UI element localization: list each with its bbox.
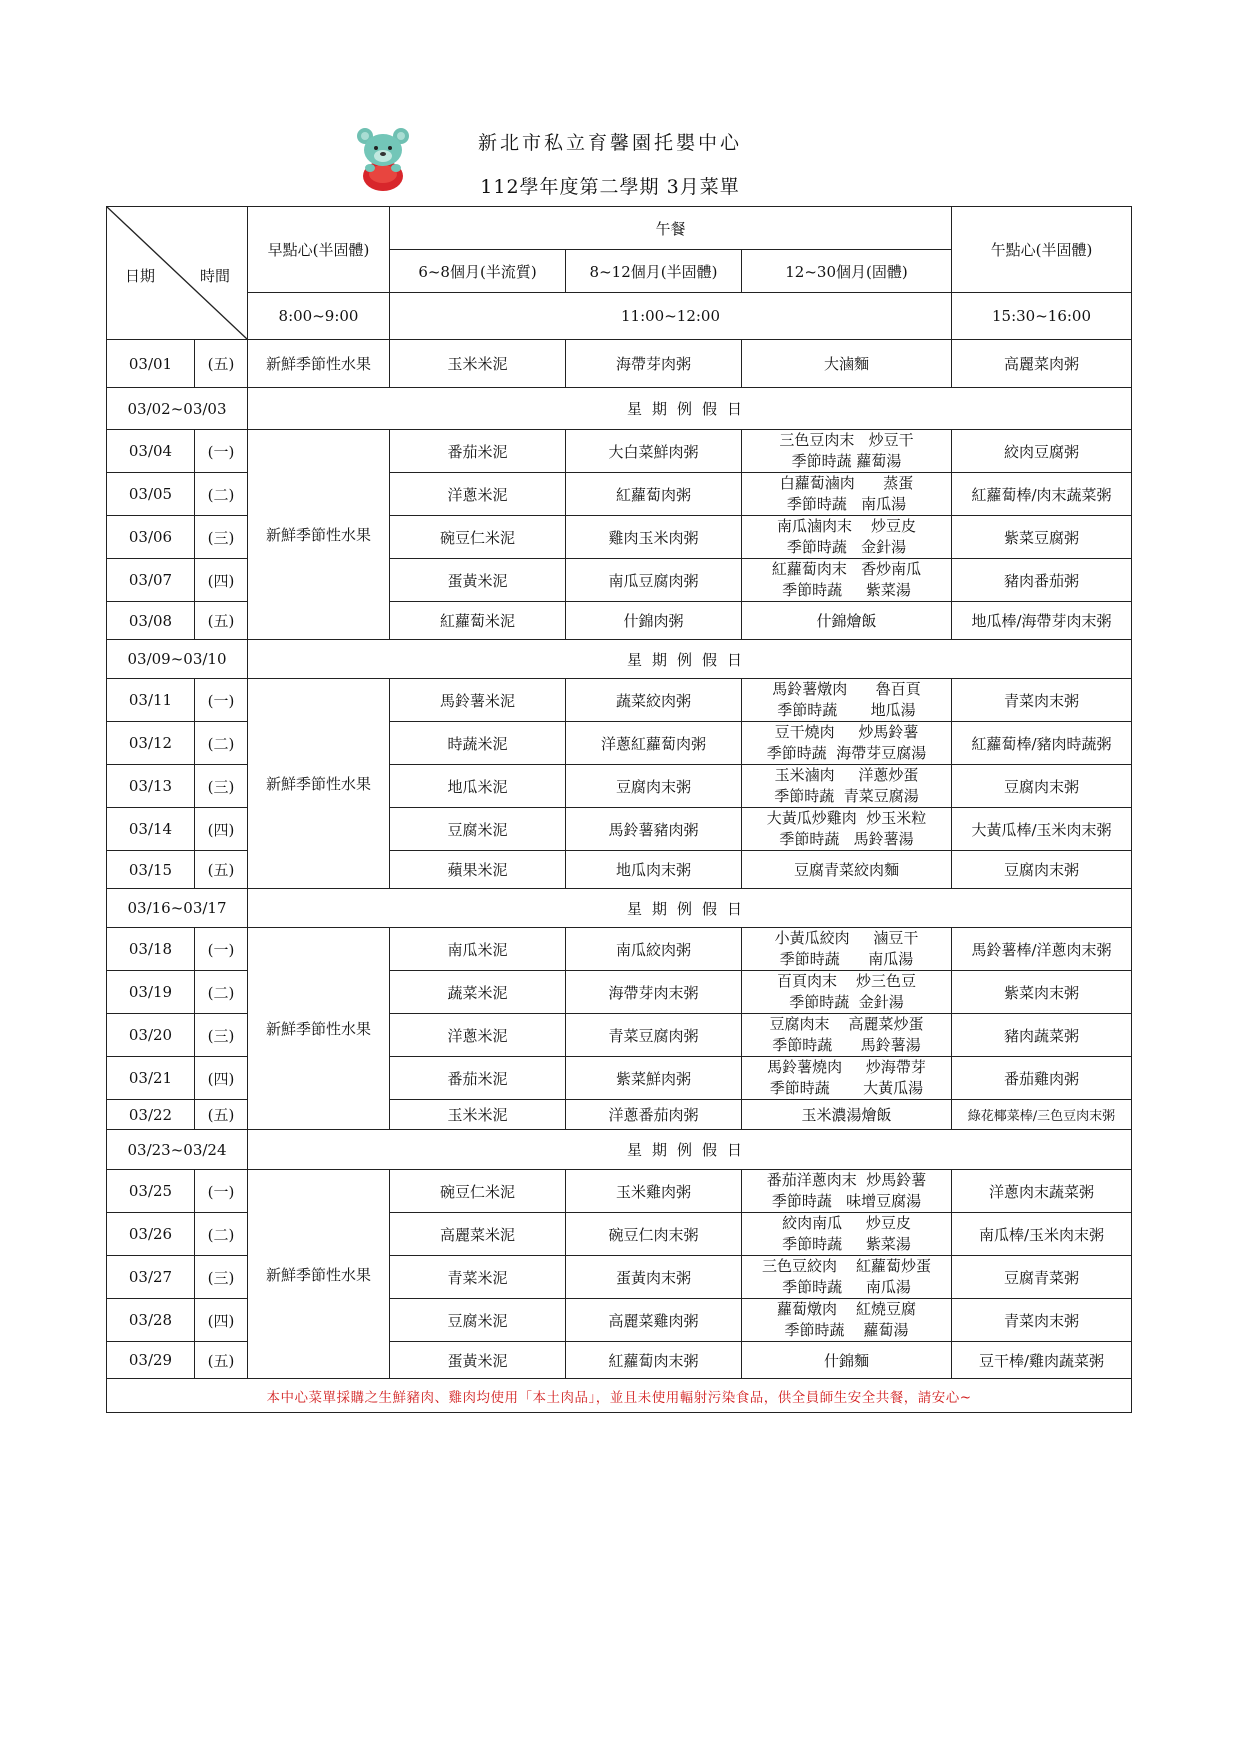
lunch-12-30-line-1: 豆腐肉末 高麗菜炒蛋 <box>769 1015 924 1033</box>
page-title: 新北市私立育馨園托嬰中心 <box>477 132 742 154</box>
lunch-6-8-cell: 蛋黃米泥 <box>390 1342 566 1379</box>
lunch-6-8-cell: 蔬菜米泥 <box>390 971 566 1014</box>
weekday-cell: (一) <box>195 679 248 722</box>
weekday-cell: (一) <box>195 430 248 473</box>
bear-logo <box>352 124 414 194</box>
lunch-8-12-cell: 什錦肉粥 <box>566 602 742 640</box>
lunch-6-8-cell: 蘋果米泥 <box>390 851 566 889</box>
weekday-cell: (二) <box>195 971 248 1014</box>
morning-snack-cell: 新鮮季節性水果 <box>248 679 390 889</box>
lunch-8-12-cell: 雞肉玉米肉粥 <box>566 516 742 559</box>
lunch-12-30-line-1: 豆干燒肉 炒馬鈴薯 <box>774 723 919 741</box>
lunch-6-8-cell: 時蔬米泥 <box>390 722 566 765</box>
lunch-12-30-line-2: 季節時蔬 青菜豆腐湯 <box>774 787 919 805</box>
lunch-8-12-cell: 洋蔥紅蘿蔔肉粥 <box>566 722 742 765</box>
lunch-12-30-cell: 什錦麵 <box>742 1342 952 1379</box>
lunch-header: 午餐 <box>390 207 952 250</box>
lunch-12-30-line-1: 絞肉南瓜 炒豆皮 <box>782 1214 911 1232</box>
lunch-12-30-cell <box>742 516 952 559</box>
weekday-cell: (三) <box>195 516 248 559</box>
holiday-row <box>107 640 1132 679</box>
date-cell: 03/29 <box>107 1342 195 1379</box>
holiday-label: 星期例假日 <box>248 889 1132 928</box>
lunch-8-12-cell: 馬鈴薯豬肉粥 <box>566 808 742 851</box>
lunch-12-30-line-1: 百頁肉末 炒三色豆 <box>776 972 917 990</box>
lunch-6-8-cell: 蛋黃米泥 <box>390 559 566 602</box>
date-cell: 03/25 <box>107 1170 195 1213</box>
lunch-12-30-cell <box>742 808 952 851</box>
lunch-6-8-cell: 洋蔥米泥 <box>390 1014 566 1057</box>
weekday-cell: (五) <box>195 340 248 388</box>
lunch-12-30-line-2: 季節時蔬 地瓜湯 <box>777 701 916 719</box>
date-cell: 03/27 <box>107 1256 195 1299</box>
afternoon-snack-cell: 南瓜棒/玉米肉末粥 <box>952 1213 1132 1256</box>
weekday-cell: (二) <box>195 1213 248 1256</box>
lunch-12-30-cell <box>742 765 952 808</box>
date-cell: 03/19 <box>107 971 195 1014</box>
lunch-6-8-cell: 洋蔥米泥 <box>390 473 566 516</box>
menu-row <box>107 340 1132 388</box>
lunch-8-12-cell: 豆腐肉末粥 <box>566 765 742 808</box>
lunch-6-8-cell: 碗豆仁米泥 <box>390 1170 566 1213</box>
morning-snack-header: 早點心(半固體) <box>248 207 390 293</box>
lunch-12-30-cell <box>742 1299 952 1342</box>
afternoon-snack-header: 午點心(半固體) <box>952 207 1132 293</box>
holiday-date-range: 03/16~03/17 <box>107 889 248 928</box>
date-cell: 03/18 <box>107 928 195 971</box>
lunch-12-30-header: 12~30個月(固體) <box>742 250 952 293</box>
afternoon-snack-cell: 紫菜豆腐粥 <box>952 516 1132 559</box>
menu-row <box>107 430 1132 473</box>
lunch-12-30-cell <box>742 971 952 1014</box>
weekday-cell: (五) <box>195 602 248 640</box>
holiday-row <box>107 388 1132 430</box>
lunch-12-30-line-1: 番茄洋蔥肉末 炒馬鈴薯 <box>766 1171 927 1189</box>
lunch-8-12-cell: 大白菜鮮肉粥 <box>566 430 742 473</box>
lunch-12-30-line-1: 蘿蔔燉肉 紅燒豆腐 <box>776 1300 917 1318</box>
lunch-8-12-cell: 南瓜絞肉粥 <box>566 928 742 971</box>
date-cell: 03/12 <box>107 722 195 765</box>
date-cell: 03/05 <box>107 473 195 516</box>
menu-row <box>107 1170 1132 1213</box>
lunch-12-30-line-1: 三色豆絞肉 紅蘿蔔炒蛋 <box>761 1257 932 1275</box>
afternoon-snack-cell: 紅蘿蔔棒/豬肉時蔬粥 <box>952 722 1132 765</box>
lunch-12-30-line-1: 紅蘿蔔肉末 香炒南瓜 <box>771 560 922 578</box>
morning-snack-cell: 新鮮季節性水果 <box>248 1170 390 1379</box>
holiday-label: 星期例假日 <box>248 1130 1132 1170</box>
weekday-cell: (三) <box>195 1014 248 1057</box>
lunch-12-30-cell: 玉米濃湯燴飯 <box>742 1100 952 1130</box>
date-cell: 03/06 <box>107 516 195 559</box>
lunch-12-30-cell <box>742 430 952 473</box>
afternoon-snack-cell: 豬肉蔬菜粥 <box>952 1014 1132 1057</box>
lunch-12-30-line-1: 大黃瓜炒雞肉 炒玉米粒 <box>766 809 927 827</box>
morning-time: 8:00~9:00 <box>248 293 390 340</box>
weekday-cell: (四) <box>195 1299 248 1342</box>
date-cell: 03/01 <box>107 340 195 388</box>
afternoon-snack-cell: 豆干棒/雞肉蔬菜粥 <box>952 1342 1132 1379</box>
afternoon-snack-cell: 豆腐肉末粥 <box>952 765 1132 808</box>
notice-row <box>107 1379 1132 1413</box>
lunch-6-8-cell: 碗豆仁米泥 <box>390 516 566 559</box>
afternoon-snack-cell: 紅蘿蔔棒/肉末蔬菜粥 <box>952 473 1132 516</box>
lunch-12-30-line-2: 季節時蔬 紫菜湯 <box>782 581 911 599</box>
time-label: 時間 <box>200 267 231 285</box>
lunch-8-12-cell: 玉米雞肉粥 <box>566 1170 742 1213</box>
afternoon-snack-cell: 青菜肉末粥 <box>952 1299 1132 1342</box>
lunch-12-30-line-2: 季節時蔬 南瓜湯 <box>779 950 914 968</box>
lunch-8-12-header: 8~12個月(半固體) <box>566 250 742 293</box>
lunch-12-30-cell <box>742 1170 952 1213</box>
afternoon-snack-cell: 豆腐肉末粥 <box>952 851 1132 889</box>
lunch-12-30-line-2: 季節時蔬 紫菜湯 <box>782 1235 911 1253</box>
lunch-12-30-line-1: 馬鈴薯燒肉 炒海帶芽 <box>767 1058 926 1076</box>
lunch-12-30-line-2: 季節時蔬 南瓜湯 <box>782 1278 911 1296</box>
lunch-6-8-cell: 南瓜米泥 <box>390 928 566 971</box>
lunch-12-30-line-2: 季節時蔬 金針湯 <box>789 993 904 1011</box>
lunch-6-8-cell: 玉米米泥 <box>390 340 566 388</box>
afternoon-snack-cell: 番茄雞肉粥 <box>952 1057 1132 1100</box>
lunch-6-8-cell: 番茄米泥 <box>390 430 566 473</box>
lunch-12-30-line-2: 季節時蔬 味增豆腐湯 <box>771 1192 922 1210</box>
holiday-date-range: 03/23~03/24 <box>107 1130 248 1170</box>
date-cell: 03/15 <box>107 851 195 889</box>
afternoon-snack-cell: 洋蔥肉末蔬菜粥 <box>952 1170 1132 1213</box>
lunch-8-12-cell: 碗豆仁肉末粥 <box>566 1213 742 1256</box>
lunch-12-30-line-2: 季節時蔬 馬鈴薯湯 <box>772 1036 921 1054</box>
lunch-12-30-line-2: 季節時蔬 蘿蔔湯 <box>784 1321 909 1339</box>
holiday-label: 星期例假日 <box>248 388 1132 430</box>
lunch-12-30-cell <box>742 473 952 516</box>
date-cell: 03/07 <box>107 559 195 602</box>
menu-table <box>106 206 1132 1413</box>
lunch-12-30-line-2: 季節時蔬 金針湯 <box>786 538 907 556</box>
lunch-8-12-cell: 南瓜豆腐肉粥 <box>566 559 742 602</box>
date-cell: 03/21 <box>107 1057 195 1100</box>
morning-snack-cell: 新鮮季節性水果 <box>248 340 390 388</box>
weekday-cell: (二) <box>195 473 248 516</box>
lunch-8-12-cell: 洋蔥番茄肉粥 <box>566 1100 742 1130</box>
lunch-12-30-line-2: 季節時蔬 南瓜湯 <box>786 495 907 513</box>
footer-notice: 本中心菜單採購之生鮮豬肉、雞肉均使用「本土肉品」，並且未使用輻射污染食品，供全員師生安全共餐，請安心~ <box>107 1379 1132 1413</box>
lunch-6-8-cell: 高麗菜米泥 <box>390 1213 566 1256</box>
lunch-12-30-cell <box>742 1256 952 1299</box>
lunch-8-12-cell: 紫菜鮮肉粥 <box>566 1057 742 1100</box>
lunch-12-30-line-1: 小黃瓜絞肉 滷豆干 <box>774 929 919 947</box>
lunch-12-30-line-2: 季節時蔬 蘿蔔湯 <box>791 452 902 470</box>
morning-snack-cell: 新鮮季節性水果 <box>248 928 390 1130</box>
lunch-6-8-cell: 豆腐米泥 <box>390 808 566 851</box>
menu-row <box>107 679 1132 722</box>
lunch-8-12-cell: 蔬菜絞肉粥 <box>566 679 742 722</box>
weekday-cell: (五) <box>195 1342 248 1379</box>
lunch-12-30-line-1: 馬鈴薯燉肉 魯百頁 <box>772 680 921 698</box>
lunch-12-30-cell <box>742 1213 952 1256</box>
afternoon-snack-cell: 高麗菜肉粥 <box>952 340 1132 388</box>
afternoon-snack-cell: 地瓜棒/海帶芽肉末粥 <box>952 602 1132 640</box>
afternoon-time: 15:30~16:00 <box>952 293 1132 340</box>
lunch-12-30-cell <box>742 928 952 971</box>
holiday-row <box>107 889 1132 928</box>
page-subtitle: 112學年度第二學期 3月菜單 <box>480 176 740 198</box>
afternoon-snack-cell: 馬鈴薯棒/洋蔥肉末粥 <box>952 928 1132 971</box>
header-corner-cell <box>107 207 248 340</box>
weekday-cell: (四) <box>195 808 248 851</box>
lunch-12-30-cell: 豆腐青菜絞肉麵 <box>742 851 952 889</box>
lunch-12-30-cell <box>742 1014 952 1057</box>
lunch-6-8-cell: 青菜米泥 <box>390 1256 566 1299</box>
lunch-time: 11:00~12:00 <box>390 293 952 340</box>
afternoon-snack-cell: 絞肉豆腐粥 <box>952 430 1132 473</box>
date-label: 日期 <box>125 267 156 285</box>
lunch-6-8-cell: 馬鈴薯米泥 <box>390 679 566 722</box>
lunch-8-12-cell: 青菜豆腐肉粥 <box>566 1014 742 1057</box>
date-cell: 03/26 <box>107 1213 195 1256</box>
lunch-8-12-cell: 紅蘿蔔肉粥 <box>566 473 742 516</box>
lunch-12-30-cell <box>742 722 952 765</box>
lunch-12-30-line-2: 季節時蔬 馬鈴薯湯 <box>779 830 914 848</box>
weekday-cell: (一) <box>195 1170 248 1213</box>
weekday-cell: (四) <box>195 1057 248 1100</box>
lunch-12-30-line-1: 三色豆肉末 炒豆干 <box>779 431 914 449</box>
lunch-12-30-cell: 大滷麵 <box>742 340 952 388</box>
weekday-cell: (四) <box>195 559 248 602</box>
morning-snack-cell: 新鮮季節性水果 <box>248 430 390 640</box>
date-cell: 03/13 <box>107 765 195 808</box>
lunch-12-30-line-2: 季節時蔬 海帶芽豆腐湯 <box>766 744 927 762</box>
date-cell: 03/14 <box>107 808 195 851</box>
date-cell: 03/28 <box>107 1299 195 1342</box>
holiday-date-range: 03/09~03/10 <box>107 640 248 679</box>
weekday-cell: (五) <box>195 1100 248 1130</box>
holiday-row <box>107 1130 1132 1170</box>
lunch-6-8-cell: 玉米米泥 <box>390 1100 566 1130</box>
afternoon-snack-cell: 大黃瓜棒/玉米肉末粥 <box>952 808 1132 851</box>
afternoon-snack-cell: 紫菜肉末粥 <box>952 971 1132 1014</box>
lunch-8-12-cell: 海帶芽肉粥 <box>566 340 742 388</box>
lunch-12-30-cell <box>742 559 952 602</box>
afternoon-snack-cell: 青菜肉末粥 <box>952 679 1132 722</box>
lunch-6-8-cell: 地瓜米泥 <box>390 765 566 808</box>
weekday-cell: (三) <box>195 765 248 808</box>
date-cell: 03/11 <box>107 679 195 722</box>
lunch-8-12-cell: 蛋黃肉末粥 <box>566 1256 742 1299</box>
afternoon-snack-cell: 豬肉番茄粥 <box>952 559 1132 602</box>
weekday-cell: (二) <box>195 722 248 765</box>
afternoon-snack-cell: 綠花椰菜棒/三色豆肉末粥 <box>952 1100 1132 1130</box>
lunch-12-30-line-2: 季節時蔬 大黃瓜湯 <box>769 1079 924 1097</box>
date-cell: 03/04 <box>107 430 195 473</box>
menu-row <box>107 928 1132 971</box>
weekday-cell: (五) <box>195 851 248 889</box>
lunch-8-12-cell: 紅蘿蔔肉末粥 <box>566 1342 742 1379</box>
date-cell: 03/20 <box>107 1014 195 1057</box>
lunch-12-30-cell <box>742 1057 952 1100</box>
holiday-label: 星期例假日 <box>248 640 1132 679</box>
weekday-cell: (三) <box>195 1256 248 1299</box>
lunch-12-30-cell: 什錦燴飯 <box>742 602 952 640</box>
afternoon-snack-cell: 豆腐青菜粥 <box>952 1256 1132 1299</box>
lunch-6-8-cell: 紅蘿蔔米泥 <box>390 602 566 640</box>
weekday-cell: (一) <box>195 928 248 971</box>
date-cell: 03/08 <box>107 602 195 640</box>
lunch-6-8-cell: 豆腐米泥 <box>390 1299 566 1342</box>
lunch-12-30-line-1: 白蘿蔔滷肉 蒸蛋 <box>779 474 914 492</box>
lunch-12-30-line-1: 玉米滷肉 洋蔥炒蛋 <box>774 766 919 784</box>
lunch-8-12-cell: 高麗菜雞肉粥 <box>566 1299 742 1342</box>
lunch-12-30-line-1: 南瓜滷肉末 炒豆皮 <box>776 517 917 535</box>
holiday-date-range: 03/02~03/03 <box>107 388 248 430</box>
lunch-6-8-header: 6~8個月(半流質) <box>390 250 566 293</box>
lunch-6-8-cell: 番茄米泥 <box>390 1057 566 1100</box>
lunch-8-12-cell: 地瓜肉末粥 <box>566 851 742 889</box>
lunch-8-12-cell: 海帶芽肉末粥 <box>566 971 742 1014</box>
lunch-12-30-cell <box>742 679 952 722</box>
date-cell: 03/22 <box>107 1100 195 1130</box>
